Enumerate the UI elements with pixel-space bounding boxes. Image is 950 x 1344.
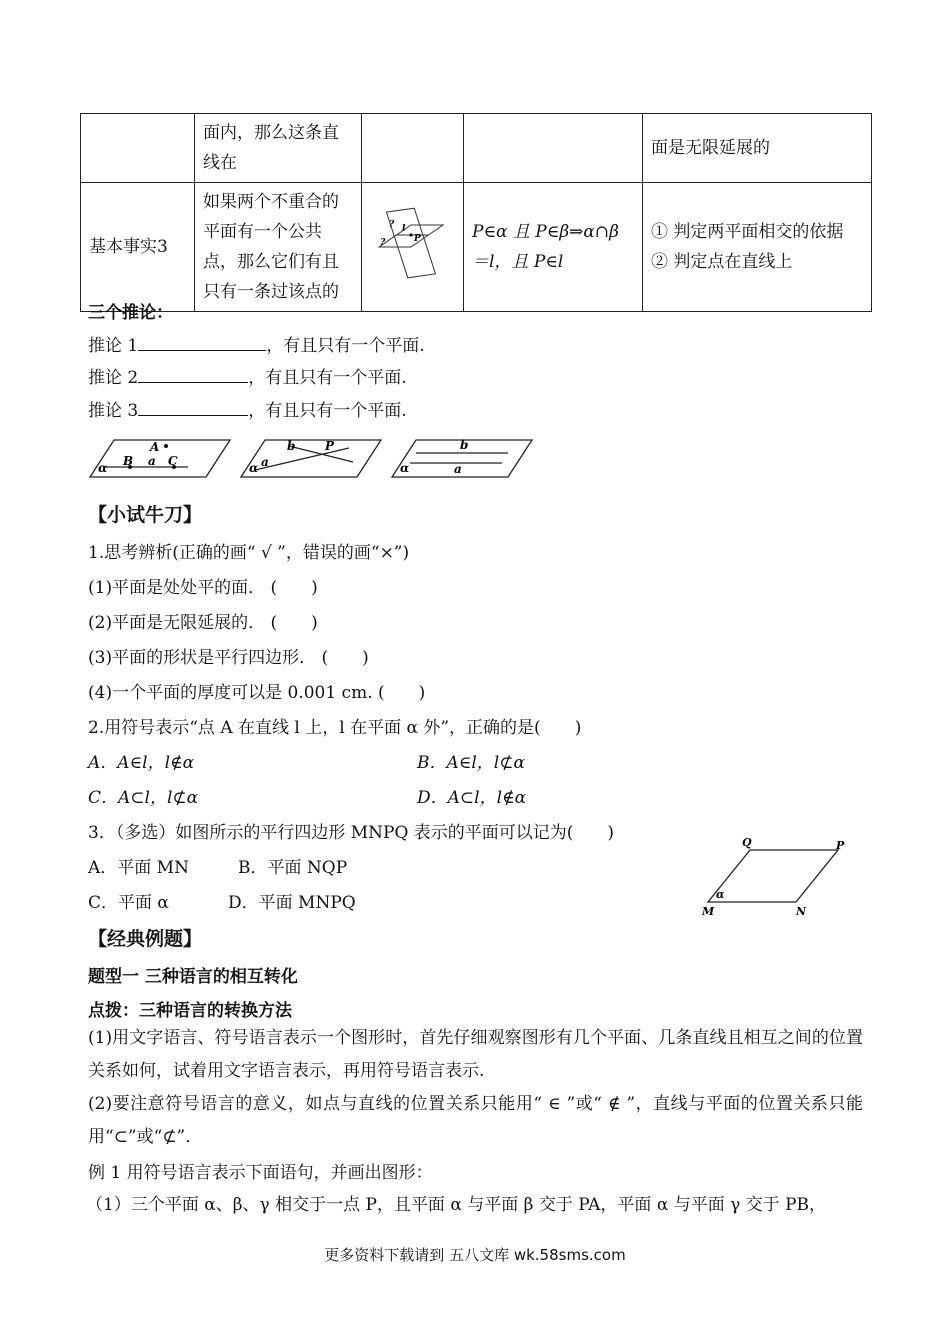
table-cell: 面是无限延展的	[643, 114, 872, 183]
figure-label: a	[148, 454, 156, 468]
choice-a[interactable]: A．平面 MN	[88, 858, 189, 878]
table-cell	[362, 114, 464, 183]
choice-d[interactable]: D．平面 MNPQ	[228, 893, 356, 913]
diagram-label-p: P	[413, 234, 421, 244]
choice-a[interactable]: A．A∈l，l∉α	[88, 753, 195, 773]
question-item: (2)平面是无限延展的． ( )	[88, 613, 318, 633]
vertex-label-p: P	[836, 839, 845, 852]
table-cell	[81, 114, 195, 183]
inference-prefix: 推论 3	[88, 401, 139, 421]
vertex-label-n: N	[796, 905, 807, 918]
figure-three-points	[90, 440, 230, 477]
inference-suffix: ，有且只有一个平面.	[248, 401, 407, 421]
inference-line	[88, 331, 425, 356]
table-cell	[464, 114, 643, 183]
section-heading: 【经典例题】	[88, 928, 203, 950]
question-stem: 1.思考辨析(正确的画“ √ ”，错误的画“×”)	[88, 543, 410, 563]
choice-d[interactable]: D．A⊂l，l∉α	[417, 788, 527, 808]
paragraph: (2)要注意符号语言的意义，如点与直线的位置关系只能用“ ∈ ”或“ ∉ ”，直线与平面的位置关系只能用“⊂”或“⊄”．	[88, 1094, 863, 1147]
figure-label: C	[168, 454, 178, 468]
answer-blank[interactable]	[138, 332, 266, 351]
choice-c[interactable]: C．平面 α	[88, 893, 169, 913]
paragraph: (1)用文字语言、符号语言表示一个图形时，首先仔细观察图形有几个平面、几条直线且相互之间的位置关系如何，试着用文字语言表示，再用符号语言表示.	[88, 1028, 863, 1081]
fact-symbols: P∈α 且 P∈β⇒α∩β＝l，且 P∈l	[464, 183, 643, 312]
table-cell: 面内，那么这条直线在	[195, 114, 362, 183]
example-stem: 例 1 用符号语言表示下面语句，并画出图形：	[88, 1163, 433, 1183]
inference-prefix: 推论 2	[88, 368, 139, 388]
figure-parallel-lines	[392, 438, 532, 477]
section-heading: 【小试牛刀】	[88, 504, 203, 526]
answer-blank[interactable]	[138, 397, 248, 416]
choice-b[interactable]: B．平面 NQP	[238, 858, 348, 878]
vertex-label-q: Q	[742, 836, 752, 849]
figure-point-and-line	[241, 439, 381, 477]
figure-label: b	[460, 438, 469, 452]
question-item: (1)平面是处处平的面． ( )	[88, 578, 318, 598]
figure-label: α	[249, 461, 259, 475]
inference-figures	[88, 432, 538, 480]
inferences-heading: 三个推论：	[88, 303, 173, 323]
answer-blank[interactable]	[138, 364, 248, 383]
figure-label: P	[325, 439, 335, 453]
table-row	[81, 114, 872, 183]
plane-label-alpha: α	[716, 888, 725, 901]
figure-label: A	[150, 440, 160, 454]
diagram-question-mark: ?	[379, 238, 385, 248]
intersecting-planes-diagram	[371, 197, 455, 287]
fact-label: 基本事实3	[81, 183, 195, 312]
choice-c[interactable]: C．A⊂l，l⊄α	[88, 788, 199, 808]
figure-label: b	[287, 439, 296, 453]
figure-label: α	[400, 461, 410, 475]
diagram-label-l: l	[401, 224, 405, 234]
type-heading: 题型一 三种语言的相互转化	[88, 967, 298, 987]
footer-source: 更多资料下载请到 五八文库 wk.58sms.com	[324, 1246, 626, 1264]
figure-label: B	[123, 454, 134, 468]
inference-line	[88, 396, 407, 421]
figure-label: a	[454, 462, 462, 476]
inference-suffix: ，有且只有一个平面.	[248, 368, 407, 388]
fact-diagram-cell	[362, 183, 464, 312]
choice-b[interactable]: B．A∈l，l⊄α	[417, 753, 525, 773]
fact-text: 如果两个不重合的平面有一个公共点，那么它们有且只有一条过该点的	[195, 183, 362, 312]
facts-table	[80, 113, 872, 312]
fact-usage	[643, 183, 872, 312]
diagram-question-mark: ?	[388, 220, 394, 230]
inference-suffix: ，有且只有一个平面.	[266, 336, 425, 356]
question-item: (4)一个平面的厚度可以是 0.001 cm. ( )	[88, 683, 426, 703]
question-item: (3)平面的形状是平行四边形． ( )	[88, 648, 369, 668]
vertex-label-m: M	[702, 905, 715, 918]
inference-prefix: 推论 1	[88, 336, 139, 356]
example-item: （1）三个平面 α、β、γ 相交于一点 P，且平面 α 与平面 β 交于 PA，平面 α 与平面 γ 交于 PB，	[86, 1195, 827, 1215]
usage-item: ② 判定点在直线上	[651, 252, 793, 272]
figure-label: α	[98, 461, 108, 475]
question-stem: 2.用符号表示“点 A 在直线 l 上，l 在平面 α 外”，正确的是( )	[88, 718, 582, 738]
figure-label: a	[261, 455, 269, 469]
usage-item: ① 判定两平面相交的依据	[651, 222, 844, 242]
question-stem: 3．（多选）如图所示的平行四边形 MNPQ 表示的平面可以记为( )	[88, 823, 615, 843]
table-row	[81, 183, 872, 312]
tip-heading: 点拨：三种语言的转换方法	[88, 1001, 292, 1021]
inference-line	[88, 363, 407, 388]
parallelogram-mnpq-figure	[698, 834, 858, 920]
